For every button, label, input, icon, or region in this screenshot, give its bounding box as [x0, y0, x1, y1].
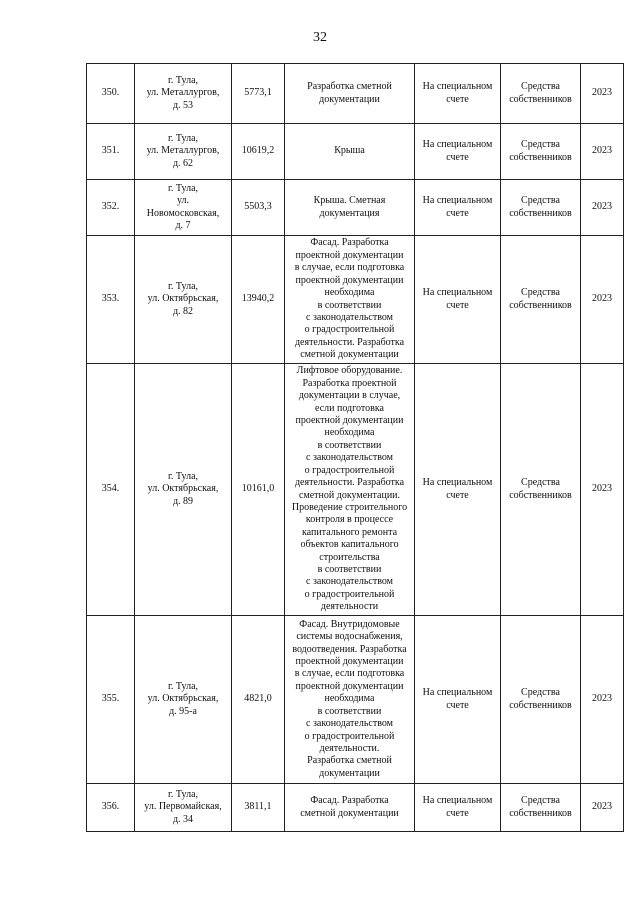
- account-cell: На специальном счете: [415, 364, 501, 616]
- funding-source-cell: Средства собственников: [501, 364, 581, 616]
- works-cell: Фасад. Разработка сметной документации: [285, 784, 415, 832]
- funding-source-cell: Средства собственников: [501, 616, 581, 784]
- address-cell: г. Тула, ул. Октябрьская, д. 95-а: [135, 616, 232, 784]
- area-cell: 4821,0: [232, 616, 285, 784]
- account-cell: На специальном счете: [415, 784, 501, 832]
- address-cell: г. Тула, ул. Новомосковская, д. 7: [135, 180, 232, 236]
- table-row: [87, 616, 624, 784]
- works-cell: Разработка сметной документации: [285, 64, 415, 124]
- repair-registry-table: [86, 63, 624, 832]
- table-row: [87, 180, 624, 236]
- area-cell: 10619,2: [232, 124, 285, 180]
- year-cell: 2023: [581, 236, 624, 364]
- area-cell: 10161,0: [232, 364, 285, 616]
- row-number: 351.: [87, 124, 135, 180]
- row-number: 350.: [87, 64, 135, 124]
- year-cell: 2023: [581, 180, 624, 236]
- table-row: [87, 236, 624, 364]
- address-cell: г. Тула, ул. Металлургов, д. 53: [135, 64, 232, 124]
- year-cell: 2023: [581, 64, 624, 124]
- page-number: 32: [313, 30, 327, 45]
- table-row: [87, 784, 624, 832]
- works-cell: Крыша. Сметная документация: [285, 180, 415, 236]
- row-number: 352.: [87, 180, 135, 236]
- row-number: 355.: [87, 616, 135, 784]
- area-cell: 13940,2: [232, 236, 285, 364]
- area-cell: 5773,1: [232, 64, 285, 124]
- year-cell: 2023: [581, 784, 624, 832]
- funding-source-cell: Средства собственников: [501, 784, 581, 832]
- year-cell: 2023: [581, 124, 624, 180]
- address-cell: г. Тула, ул. Октябрьская, д. 82: [135, 236, 232, 364]
- account-cell: На специальном счете: [415, 616, 501, 784]
- year-cell: 2023: [581, 364, 624, 616]
- works-cell: Фасад. Внутридомовые системы водоснабжения, водоотведения. Разработка проектной документации в случае, если подготовка проектной документации необходима в соответствии с законодательством о градостроительной деятельности. Разработка сметной документации: [285, 616, 415, 784]
- account-cell: На специальном счете: [415, 236, 501, 364]
- area-cell: 3811,1: [232, 784, 285, 832]
- row-number: 356.: [87, 784, 135, 832]
- area-cell: 5503,3: [232, 180, 285, 236]
- works-cell: Крыша: [285, 124, 415, 180]
- funding-source-cell: Средства собственников: [501, 124, 581, 180]
- table-row: [87, 64, 624, 124]
- account-cell: На специальном счете: [415, 124, 501, 180]
- account-cell: На специальном счете: [415, 180, 501, 236]
- row-number: 354.: [87, 364, 135, 616]
- address-cell: г. Тула, ул. Первомайская, д. 34: [135, 784, 232, 832]
- works-cell: Фасад. Разработка проектной документации в случае, если подготовка проектной документации необходима в соответствии с законодательством о градостроительной деятельности. Разработка сметной документации: [285, 236, 415, 364]
- table-row: [87, 124, 624, 180]
- table-row: [87, 364, 624, 616]
- account-cell: На специальном счете: [415, 64, 501, 124]
- address-cell: г. Тула, ул. Октябрьская, д. 89: [135, 364, 232, 616]
- funding-source-cell: Средства собственников: [501, 236, 581, 364]
- funding-source-cell: Средства собственников: [501, 180, 581, 236]
- row-number: 353.: [87, 236, 135, 364]
- address-cell: г. Тула, ул. Металлургов, д. 62: [135, 124, 232, 180]
- year-cell: 2023: [581, 616, 624, 784]
- works-cell: Лифтовое оборудование. Разработка проектной документации в случае, если подготовка проектной документации необходима в соответствии с законодательством о градостроительной деятельности. Разработка сметной документации. Проведение строительного контроля в процессе капитального ремонта объектов капитального строительства в соответствии с законодательством о градостроительной деятельности: [285, 364, 415, 616]
- funding-source-cell: Средства собственников: [501, 64, 581, 124]
